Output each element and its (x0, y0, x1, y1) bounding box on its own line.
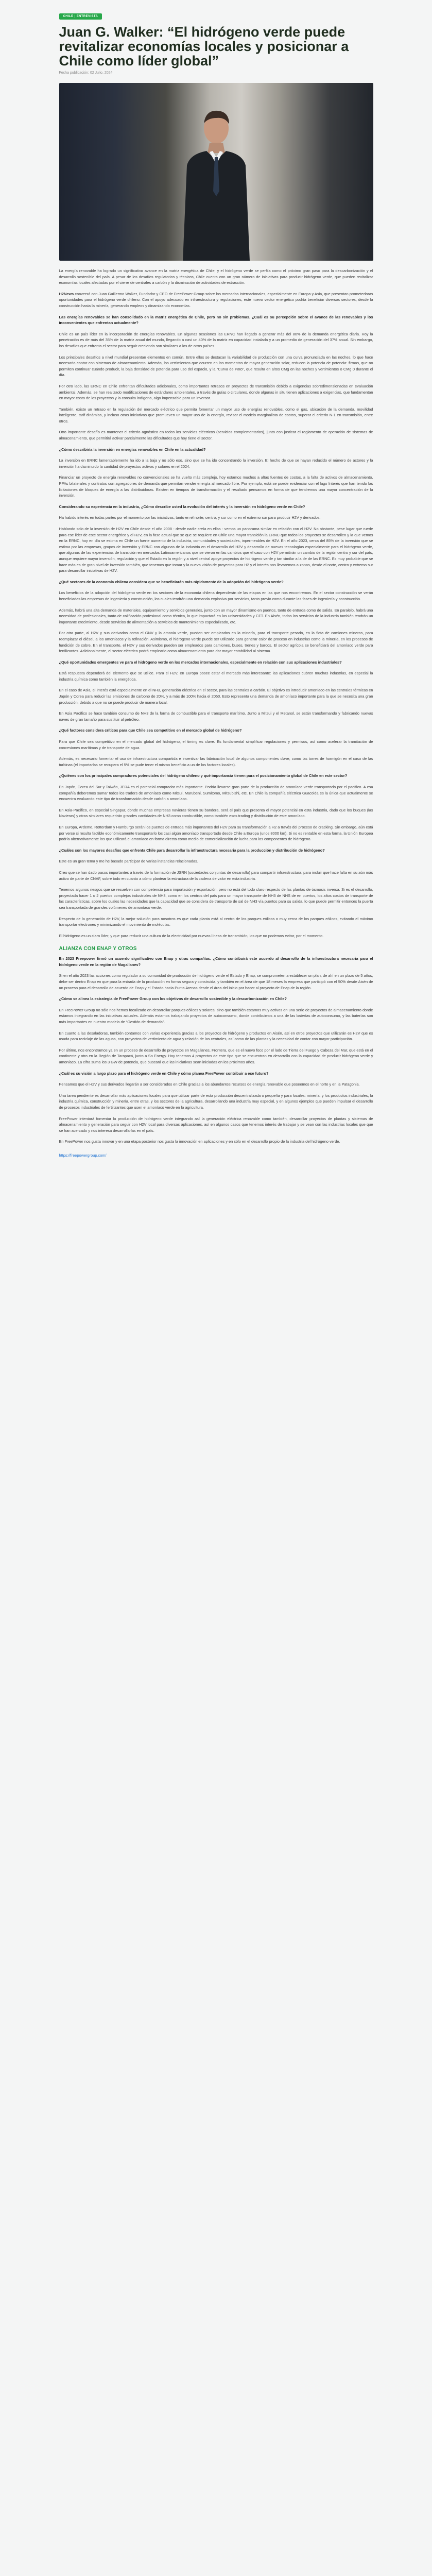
publication-date: Fecha publicación: 02 Julio, 2024 (59, 71, 113, 75)
body-paragraph: En Europa, Ardeme, Rotterdam y Hamburgo serán los puertos de entrada más importantes del H2V para su transformación a H2 a través del proceso de cracking. Sin embargo, aún está por verse si resulta factible económicamente transportarlo los casi algún amoníaco transportado desde Chile a Europa (unos 8000 km). Si no es rentable en esta forma, la Unión Europea podría alternativamente los que utilizará el amoníaco en forma directa como medio de comercialización de lucha para los componentes de hidrógeno. (59, 824, 373, 842)
body-paragraph: Los beneficios de la adopción del hidrógeno verde en los sectores de la economía chilena dependerán de las etapas en las que nos encontremos. En el sector construcción se verán beneficiadas las empresas de ingeniería y construcción, los cuales tendrán una demanda explosiva por servicios, tanto previo como durante las fases de ingeniería y construcción. (59, 590, 373, 601)
body-paragraph: Ha habido interés en todas partes por el momento por las iniciativas, tanto en el norte, centro, y sur como en el extremo sur para producir H2V y derivados. (59, 515, 321, 520)
body-paragraph: En Asia Pacífico se hace también consumo de NH3 de la forma de combustible para el transporte marítimo. Junto a Mitsui y el Metanol, se están transformando y fabricando nuevas naves de gran tamaño para sustituir al petróleo. (59, 711, 373, 722)
body-paragraph: La inversión en ERNC lamentablemente ha ido a la baja y no sólo eso, sino que se ha ido concentrando la inversión. El hecho de que se hayan reducido el número de actores y la inversión ha disminuido la cantidad de proyectos activos y solares en el 2024. (59, 458, 373, 469)
interview-question: ¿Cuál es su visión a largo plazo para el hidrógeno verde en Chile y cómo planea FreePower contribuir a ese futuro? (59, 1071, 269, 1076)
body-paragraph: Pensamos que el H2V y sus derivados llegarán a ser considerados en Chile gracias a los abundantes recursos de energía renovable que poseemos en el norte y en la Patagonia. (59, 1082, 360, 1087)
body-paragraph: FreePower intentará fomentar la producción de hidrógeno verde integrando así la generación eléctrica renovable como también, desarrollar proyectos de plantas y sistemas de almacenamiento y generación para seguir con H2V local para diversas aplicaciones, así en algunos casos que tenemos interés de trabajar y se vean con las industrias locales que que se han acercado y nos interesa desarrollarlas en el país. (59, 1116, 373, 1133)
body-paragraph: Chile es un país líder en la incorporación de energías renovables. En algunas ocasiones las ERNC han llegado a generar más del 80% de la demanda energética diaria. Hoy la penetración es de más del 35% de la matriz anual del mundo, llegando a casi un 40% de la matriz en capacidad instalada y a un promedio de generación del 37% anual. Sin embargo, los desafíos que enfrenta el sector para seguir creciendo son similares a los de otros países. (59, 331, 373, 348)
interview-question: ¿Cómo se alinea la estrategia de FreePower Group con los objetivos de desarrollo sostenible y la descarbonización en Chile? (59, 996, 287, 1002)
body-paragraph: Los principales desafíos a nivel mundial presentan elementos en común. Entre ellos se destacan la variabilidad de producción con una curva pronunciada en las noches, lo que hace necesario contar con sistemas de almacenamiento. Además, los vertimientos que ocurren en los momentos de mayor generación solar, reducen la potencia de potencia: firmas, que no permiten continuar cuándo producir, la baja densidad de potencia para uso del espacio, y la “Curva de Pato”, que resulta en altos CMg en las noches y vertimientos o CMg 0 durante el día. (59, 354, 373, 378)
body-paragraph: Financiar un proyecto de energía renovables no convencionales se ha vuelto más complejo, hoy estamos muchos a altas fuentes de costos, a la falta de activos de almacenamiento, PPAs bilaterales y contratos con agregadores de demanda que permitan vender energía al mercado libre. Por ejemplo, está se puede evidenciar con el lago Interés que han tenido las licitaciones de bloques de energía a las distribuidoras. Existen en tiempos de transformación y el resultado pensamos en forma de que tendremos una mayor concentración de la inversión. (59, 475, 373, 498)
body-paragraph: En FreePower nos gusta innovar y en una etapa posterior nos gusta la innovación en aplicaciones y en sólo en el desarrollo propio de la industria del hidrógeno verde. (59, 1139, 340, 1144)
body-paragraph: Creo que se han dado pasos importantes a través de la formación de JSRN (sociedades conjuntas de desarrollo) para compartir infraestructura, para incluir que hace falta en su aún más activo de parte de CNAF, sobre todo en cuanto a cómo plantear la estructura de la cadena de valor en esta industria. (59, 870, 373, 881)
body-paragraph: En Japón, Corea del Sur y Taiwán, JERA es el potencial comprador más importante. Podría llevarse gran parte de la producción de amoníaco verde transportado por el pacífico. A esa compañía deberemos sumar todos los traders de amoníaco como Mitsui, Marubeni, Sumitomo, Mitsubishi, etc. En Chile la compañía eléctrica Guacolda es la única que actualmente se encuentra evaluando este tipo de transformación desde carbón a amoníaco. (59, 785, 373, 802)
lead-text: conversó con Juan Guillermo Walker, Fundador y CEO de FreePower Group sobre los mercados internacionales, especialmente en Europa y Asia, que presentan prometedoras oportunidades para el hidrógeno verde chileno. Con el apoyo adecuado en infraestructura y regulaciones, este nuevo vector energético podría beneficiar diversos sectores, desde la construcción hasta la minería, generando empleos y dinamizando economías. (59, 291, 373, 308)
body-paragraph: Este es un gran tema y me he basado participar de varias instancias relacionadas. (59, 859, 198, 864)
section-heading: ALIANZA CON ENAP Y OTROS (59, 946, 137, 952)
body-paragraph: Tenemos algunos riesgos que se resuelven con competencia para importación y exportación, pero no está del todo claro respecto de las plantas de ósmosis inversa. Si es el desarrollo, proyectada hacer 1 o 2 puertos complejos industriales de NH3, como en los centros del país para un mayor transporte de NH3 de NHS de en puertos, los altos costos de transporte de las características, sobre los cuales las necesidades que la capacidad que se considera de transporte de sal de NH3 vía puertos para su salida, lo que puede permitir entonces la puerta sea transportada de grandes volúmenes de amoníaco verde. (59, 887, 373, 910)
body-paragraph: Además, es necesario fomentar el uso de infraestructura compartida e incentivar las fabricación local de algunos componentes clave, como las torres de hormigón en el caso de las turbinas (el importarlas se recupera el 5% se pude tener el mismo beneficio a un de los factores locales). (59, 756, 373, 767)
body-paragraph: También, existe un retraso en la regulación del mercado eléctrico que permita fomentar un mayor uso de energías renovables, como el gas, ubicación de la demanda, movilidad inteligente, tarif dinámica, y incluso otras iniciativas que promueven un mayor uso de la energía, revisar el modelo marginalista de costos, superar el criterio N-1 en transmisión, entre otros. (59, 406, 373, 423)
body-paragraph (59, 291, 373, 309)
lead-bold-text: H2News (59, 291, 74, 296)
interview-question: ¿Qué factores considera críticos para que Chile sea competitivo en el mercado global de hidrógeno? (59, 728, 242, 733)
interview-question: Considerando su experiencia en la industria, ¿Cómo describe usted la evolución del interés y la inversión en hidrógeno verde en Chile? (59, 504, 305, 509)
body-paragraph: Por último, nos encontramos ya en un proceso de desarrollo de proyectos en Magallanes, Frontera, que es el nuevo foco por el lado de Tierra del Fuego y Cabeza del Mar, que está en el continente y otro en la Región de Tarapacá, junto a Sn Energy. Hoy tenemos 4 proyectos de este tipo que se encuentran en desarrollo con la capacidad de producir hidrógeno verde y amoníaco. La cifra suma los 3 GW de potencia, que buscará que las iniciativas sean iniciadas en los próximos años. (59, 1047, 373, 1064)
body-paragraph: Para que Chile sea competitivo en el mercado global del hidrógeno, el timing es clave. Es fundamental simplificar regulaciones y permisos, así como acelerar la tramitación de concesiones marítimas y de transporte de agua. (59, 739, 373, 750)
body-paragraph: Por otra parte, al H2V y sus derivados como el GNV y la amonia verde, pueden ser empleados en la minería, para el transporte pesado, en la flota de camiones mineros, para reemplazar el diésel, a los amoníacos y la refinación. Asimismo, el hidrógeno verde puede ser utilizado para generar calor de proceso en industrias como la minería, en los procesos de fundición de cobre. En el transporte, el H2V y sus derivados pueden ser empleados para camiones, buses, trenes y barcos. El sector agrícola se beneficiará del amoníaco verde para fertilizantes. Adicionalmente, el sector eléctrico podrá emplearlo como almacenamiento para dar mayor estabilidad al sistema. (59, 631, 373, 654)
body-paragraph: Respecto de la generación de H2V, la mejor solución para nosotros es que cada planta está al centro de los parques eólicos o muy cerca de los parques eólicos, evitando el máximo transportar electrones y minimizando el movimiento de moléculas. (59, 916, 373, 927)
body-paragraph: En cuanto a las desaladoras, también contamos con varias experiencia gracias a los proyectos de hidrógeno y productos en Aisén, así en otros proyectos que utilizarán es H2V que es usada para reciclaje de las aguas, con proyectos de vertimiento de agua y relación de las centrales, así como de las plantas y la necesidad de contar con mayor participación. (59, 1030, 373, 1042)
interview-question: ¿Quiénes son los principales compradores potenciales del hidrógeno chileno y qué importancia tienen para el posicionamiento global de Chile en este sector? (59, 773, 348, 778)
interview-question: En 2023 Freepower firmó un acuerdo significativo con Enap y otras compañías. ¿Cómo contribuirá este acuerdo al desarrollo de la infraestructura necesaria para el hidrógeno verde en la región de Magallanes? (59, 956, 373, 967)
article-title: Juan G. Walker: “El hidrógeno verde puede revitalizar economías locales y posicionar a Chile como líder global” (59, 24, 349, 69)
portrait-illustration (178, 104, 255, 261)
article-body (59, 268, 373, 1145)
interview-question: ¿Cuáles son los mayores desafíos que enfrenta Chile para desarrollar la infraestructura necesaria para la producción y distribución de hidrógeno? (59, 848, 325, 853)
interview-question: ¿Qué sectores de la economía chilena considera que se beneficiarán más rápidamente de la adopción del hidrógeno verde? (59, 579, 284, 584)
body-paragraph: En Asia-Pacífico, en especial Singapur, donde muchas empresas navieras tienen su bandera, será el país que presenta el mayor potencial en esta industria, dado que los buques (las Navieras) y otras similares requerirán grandes cantidades de NH3 como combustible, como también esos trading y distribución de este amoníaco. (59, 807, 373, 819)
body-paragraph: Está respuesta dependerá del elemento que se utilice. Para el H2V, en Europa posee estar el mercado más interesante: las aplicaciones cubren muchas industrias, en especial la industria química como también la energética. (59, 671, 373, 682)
body-paragraph: Además, habrá una alta demanda de materiales, equipamiento y servicios generales, junto con un mayor dinamismo en puertos, tanto de entrada como de salida. En paralelo, habrá una necesidad de profesionales, tanto de calificación profesional como técnica, lo que impactará en las universidades y CFT. En Aisén, todos los servicios de la industria también tendrán un importante crecimiento, desde servicios de alimentación a servicios de mantenimiento especializado, etc. (59, 607, 373, 624)
body-paragraph: En el caso de Asia, el interés está especialmente en el NH3, generación eléctrica en el sector, para las centrales a carbón. El objetivo es introducir amoníaco en las centrales térmicas en Japón y Corea para reducir las emisiones de carbono de 20%, y a más de 100% hacia el 2050. Esto representa una demanda de amoníaco importante para la que se necesita una gran producción, debido a que no se puede producir de manera local. (59, 688, 373, 705)
body-paragraph: La energía renovable ha logrado un significativo avance en la matriz energética de Chile, y el hidrógeno verde se perfila como el próximo gran paso para la descarbonización y el desarrollo sostenible del país. A pesar de los desafíos regulatorios y técnicos, Chile cuenta con un gran número de iniciativas para producir hidrógeno verde, que pueden revitalizar economías locales afectadas por el cierre de centrales a carbón y la disminución de actividades de extracción. (59, 268, 373, 285)
interview-question: ¿Qué oportunidades emergentes ve para el hidrógeno verde en los mercados internacionales, especialmente en relación con sus aplicaciones industriales? (59, 659, 342, 665)
article (59, 0, 373, 1190)
hero-image (59, 83, 373, 261)
body-paragraph: Hablando solo de la inversión de H2V en Chile desde el año 2008 - desde nadie creía en ellas - vemos un panorama similar en relación con el H2V. No obstante, pese lugar que ruede para ese lider de este sector energético y el H2V, en la fase actual que se que se requiere en Chile una mayor transición la ERNC que todos los proyectos se desarrollen y la que vemos en la ERNC, hoy en día se estima en Chile un fuerte aumento de la industria, comunidades y sociedades, inpermeables de H2V. En el año 2023, cerca del 85% de la inversión que se estima por las empresas, grupos de inversión y ERNC con algunas de la industria en el desarrollo del H2V y desarrollo de nuevas tecnologías especialmente para el hidrógeno verde, que algunas de las experiencias de transición en mercados Latinoamericanos que se vieron en las cambios que el caso con H2V permitirán un cambio de la región centro y sur del país, aunque requiere mayor inversión, regulación y que el Estado en la región y a nivel central apoye proyectos de hidrógeno verde y tan similar a la de de las ERNC. Es muy probable que se hace más es de gran nivel de inversión también, que tenemos que tomar y la nueva visión de proyectos para H2 y el interés nos llevaremos a zonas, desde el norte, centro y extremo sur para desarrollar iniciativas de H2V. (59, 527, 373, 573)
interview-question: Las energías renovables se han consolidado en la matriz energética de Chile, pero no sin problemas. ¿Cuál es su percepción sobre el avance de las renovables y los inconvenientes que enfrentan actualmente? (59, 314, 373, 326)
category-tag[interactable]: CHILE | ENTREVISTA (59, 13, 102, 20)
body-paragraph: El hidrógeno es un claro líder, y que para reducir una cultura de la electricidad por nuevas líneas de transmisión, los que no podemos evitar, por el momento. (59, 933, 324, 938)
body-paragraph: Otro importante desafío es mantener el criterio agnóstico en todos los servicios eléctricos (servicios complementarios), junto con justicar el reglamento de operación de sistemas de almacenamiento, que permitirá activar parcialmente las dificultades que hoy tiene el sector. (59, 430, 373, 441)
body-paragraph: Por otro lado, las ERNC en Chile enfrentan dificultades adicionales, como importantes retrasos en proyectos de transmisión debido a exigencias sobredimensionadas en evaluación ambiental. Además, se han realizado modificaciones de estándares ambientales, a través de guías o circulares, donde algunas in situ tienen aplicaciones a exigencias, que fundamentan en mayor costo de los proyectos y la consulta indígena, algo impensable para un inversor. (59, 383, 373, 401)
body-paragraph: Una tarea pendiente es desarrollar más aplicaciones locales para que utilizar parte de esta producción descentralizada o pequeña y para locales: minería, y los productos industriales, la industria química, construcción y minería, entre otras, y los sectores de la agricultura, desarrollando una industria muy especial, y en algunos ejemplos que pueden impulsar el desarrollo de procesos industriales de fertilizantes que usen el amoníaco verde en la agricultura. (59, 1093, 373, 1110)
body-paragraph: Si en el año 2023 las acciones como regulador a su comunidad de producción de hidrógeno verde el Estado y Enap, se comprometen a establecer un plan, de ahí en un plazo de 5 años, debe ser dentro Enap en que para la entrada de la producción en forma segura y construida, y también en el área de que 18 meses la empresa que participó con el 50% desde Aisén de un proceso para el desarrollo de acuerdo de Enap y el Estado hacia Punta Arenas desde el área del inicio por hacer al proyecto de Enap de la región. (59, 973, 373, 990)
body-paragraph: En FreePower Group no sólo nos hemos focalizado en desarrollar parques eólicos y solares, sino que también estamos muy activos en una serie de proyectos de almacenamiento donde estamos integrando en las iniciativas actuales. Además estamos trabajando proyectos de autoconsumo, donde contribuimos a una de las baterías de autoconsumo, y las baterías son más importantes en nuestro modelo de “Gestión de demanda”. (59, 1007, 373, 1025)
company-website-link[interactable]: https://freepowergroup.com/ (59, 1153, 107, 1158)
interview-question: ¿Cómo describiría la inversión en energías renovables en Chile en la actualidad? (59, 447, 206, 452)
